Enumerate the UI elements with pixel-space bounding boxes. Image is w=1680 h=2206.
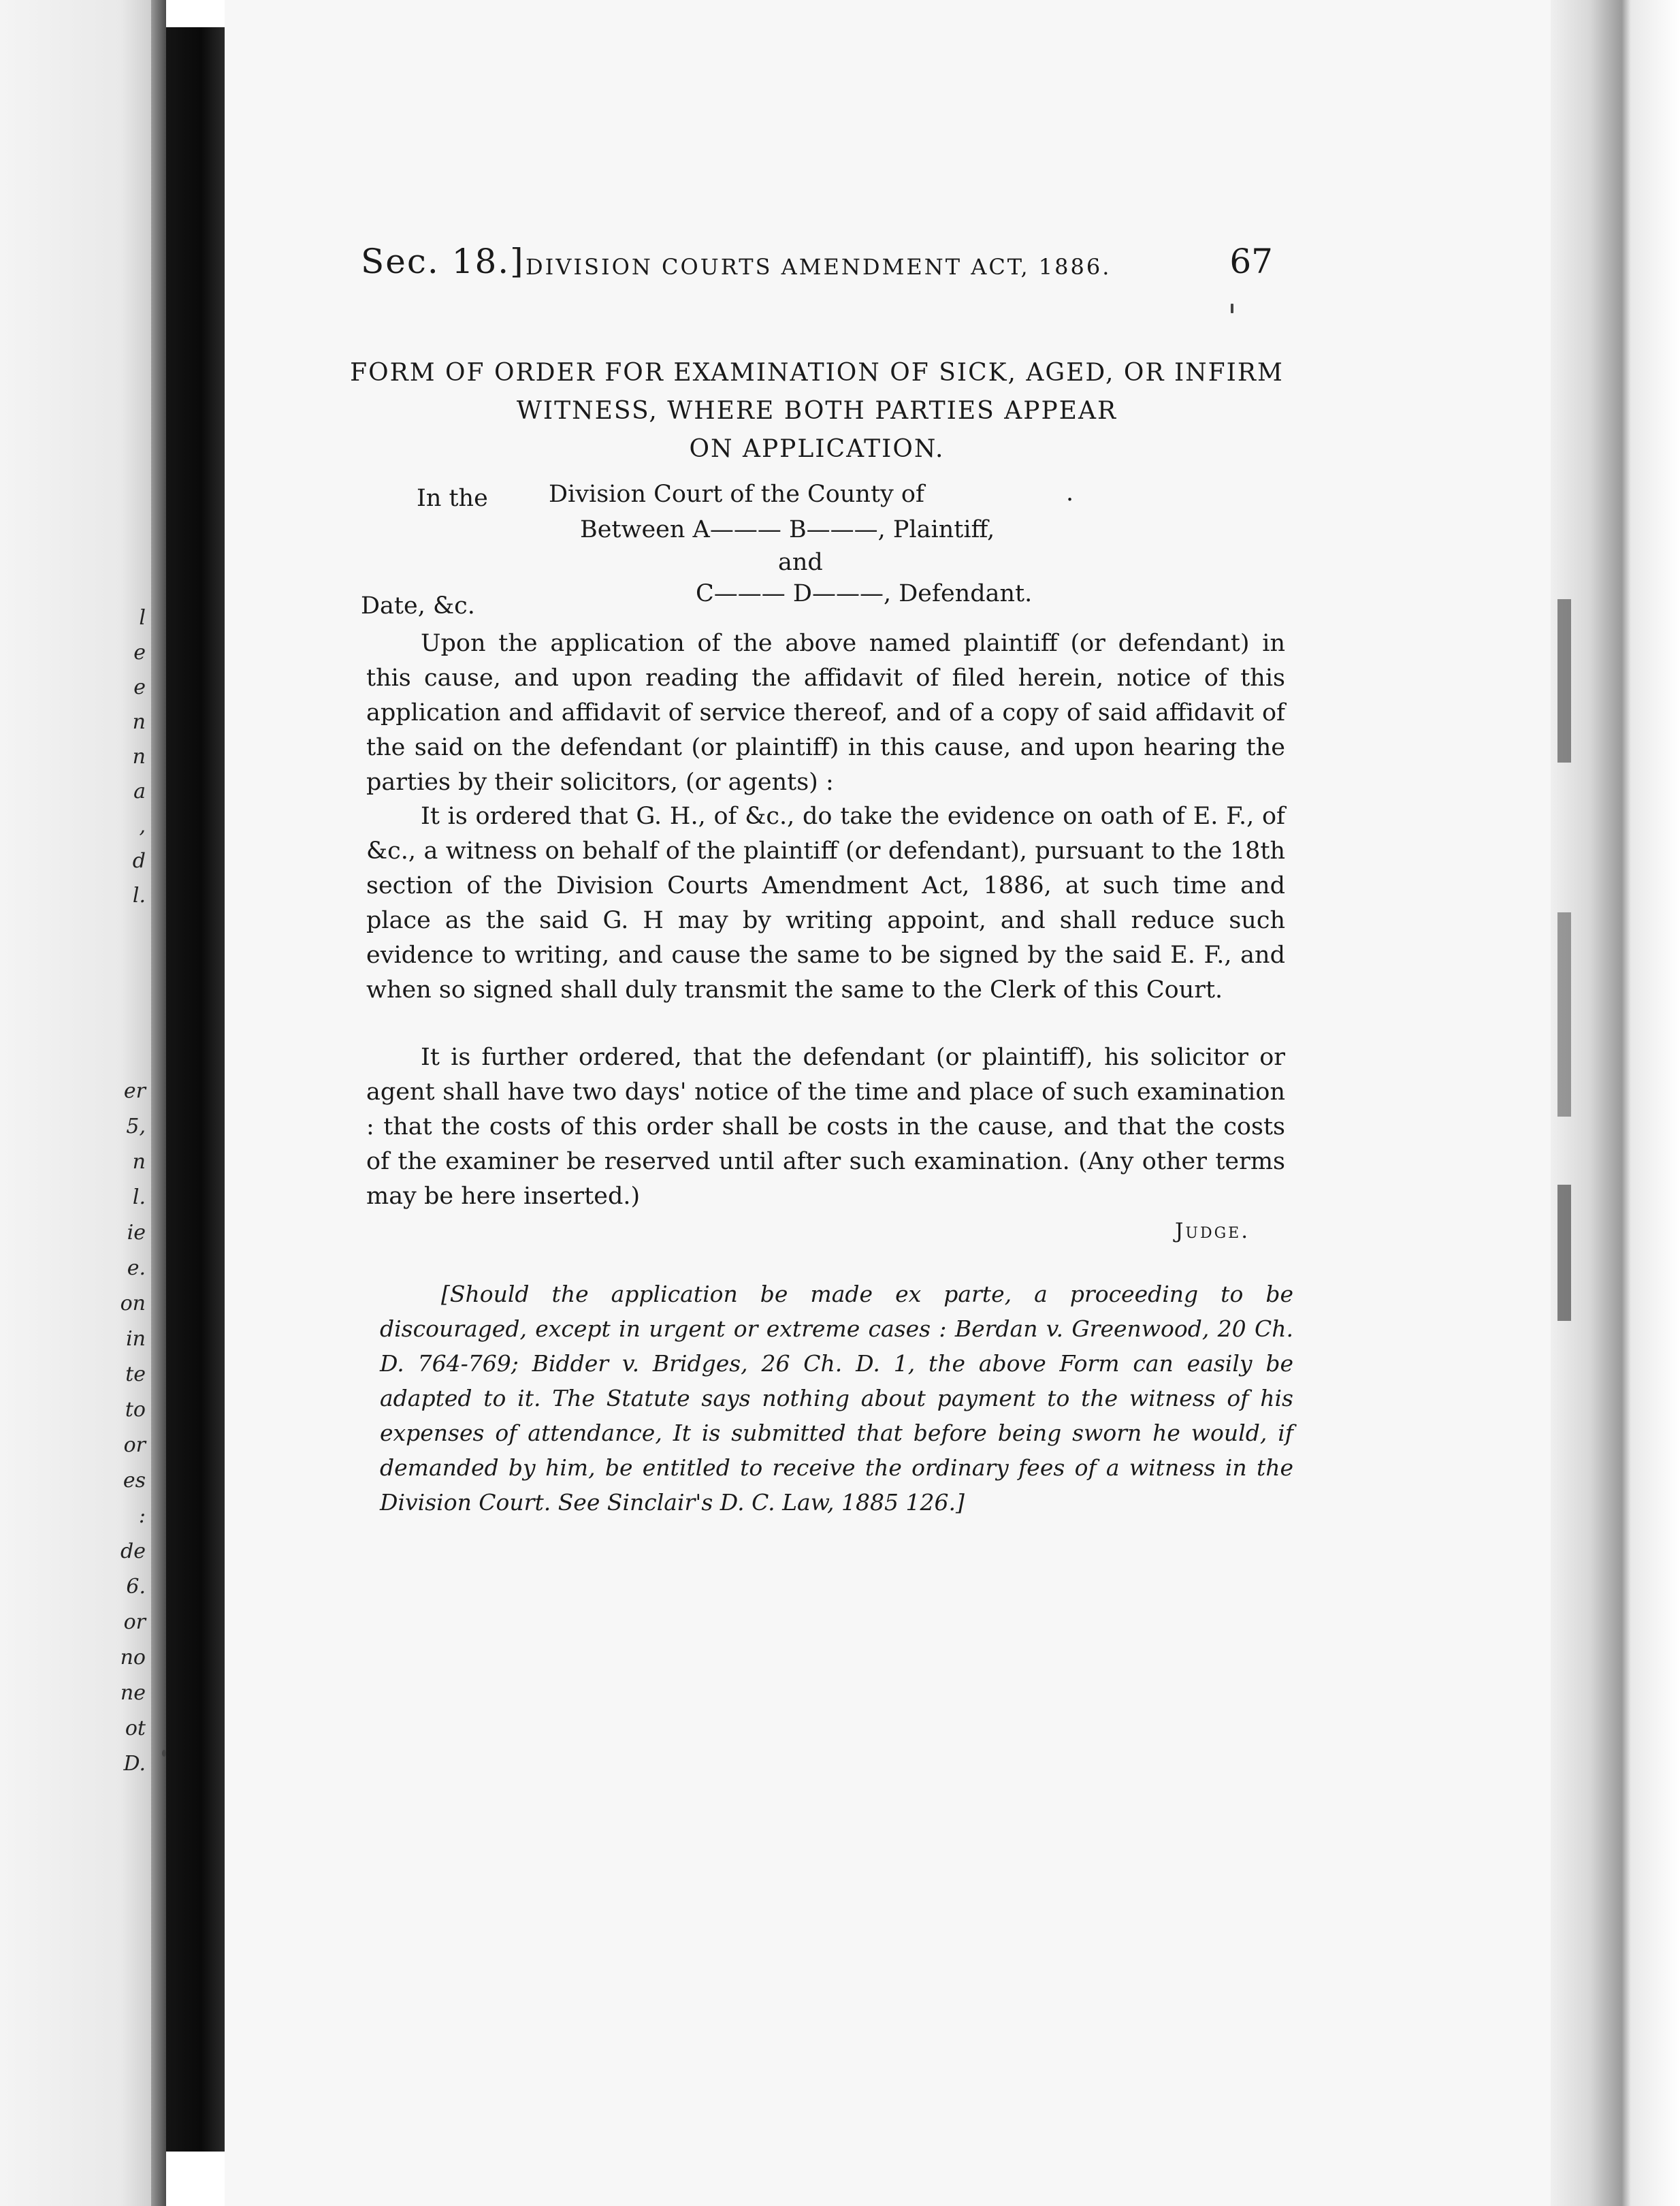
facing-page-fragment: no <box>120 1646 146 1669</box>
facing-page-fragment: er <box>123 1079 146 1103</box>
page-number: 67 <box>1229 242 1273 281</box>
section-reference: Sec. 18.] <box>361 242 525 281</box>
facing-page-fragment: te <box>125 1362 146 1386</box>
facing-page-fragment: e <box>133 675 146 699</box>
facing-page-fragment: ot <box>125 1716 146 1740</box>
facing-page-fragment: l. <box>132 1185 146 1209</box>
facing-page-fragment: n <box>132 710 146 734</box>
facing-page-fragment: n <box>132 1150 146 1174</box>
facing-page-fragment: or <box>123 1433 146 1457</box>
caption-parties-plaintiff: Between A——— B———, Plaintiff, <box>580 516 995 543</box>
facing-page-fragment: a <box>133 780 146 803</box>
facing-page-fragment: n <box>132 745 146 769</box>
facing-page-fragment: D. <box>123 1752 146 1776</box>
caption-in-the: In the <box>417 485 488 512</box>
facing-page-fragment: 6. <box>126 1575 146 1599</box>
note-text: [Should the application be made ex parte, a proceeding to be discouraged, except in urgent or extreme cases : Berdan v. Greenwood, 20 Ch. D. 764-769; Bidder v. Bridges, 26 Ch. D. 1, the above Form can easily be adapted to it. The Statute says nothing about payment to the witness of his expenses of attendance, It is submitted that before being sworn he would, if demanded by him, be entitled to receive the ordinary fees of a witness in the Division Court. See Sinclair's D. C. Law, 1885 126.] <box>380 1281 1293 1516</box>
order-paragraph-3 <box>366 1040 1285 1214</box>
facing-page-fragment: , <box>139 814 146 838</box>
edge-shadow-mark <box>1557 912 1571 1117</box>
scan-mark <box>162 1750 166 1757</box>
scan-mark <box>1231 304 1233 313</box>
form-title-line: ON APPLICATION. <box>689 435 945 463</box>
running-title: DIVISION COURTS AMENDMENT ACT, 1886. <box>526 254 1112 280</box>
facing-page-fragment: l. <box>132 884 146 908</box>
form-title <box>340 354 1293 468</box>
form-title-line: WITNESS, WHERE BOTH PARTIES APPEAR <box>516 397 1118 425</box>
caption-date: Date, &c. <box>361 592 475 620</box>
facing-page-fragment: on <box>120 1292 146 1315</box>
facing-page-fragment: 5, <box>126 1115 146 1138</box>
order-paragraph-2 <box>366 799 1285 1008</box>
caption-court: Division Court of the County of <box>549 481 924 508</box>
caption-parties-defendant: C——— D———, Defendant. <box>696 580 1033 607</box>
facing-page-fragment: to <box>125 1398 146 1422</box>
running-head <box>361 242 1273 296</box>
caption-period: . <box>1066 479 1074 507</box>
facing-page-fragment: de <box>120 1539 146 1563</box>
facing-page-fragment: d <box>132 849 146 873</box>
facing-page-fragment: e. <box>127 1256 146 1280</box>
facing-page-edge <box>0 0 151 2206</box>
facing-page-fragment: : <box>138 1504 146 1528</box>
book-spine <box>166 27 225 2152</box>
edge-shadow-mark <box>1557 1185 1571 1321</box>
facing-page-fragment: l <box>139 606 146 630</box>
paragraph-text: It is further ordered, that the defendant (or plaintiff), his solicitor or agent shall have two days' notice of the time and place of such examination : that the costs of this order shall be costs in the cause, and that the costs of the examiner be reserved until after such examination. (Any other terms may be here inserted.) <box>366 1044 1285 1210</box>
facing-page-fragment: es <box>123 1469 146 1492</box>
judge-signature-line: Judge. <box>1175 1219 1250 1243</box>
facing-page-fragment: or <box>123 1610 146 1634</box>
facing-page-fragment: ne <box>120 1681 146 1705</box>
facing-page-fragment: e <box>133 641 146 665</box>
caption-and: and <box>778 549 823 576</box>
facing-page-fragment: ie <box>127 1221 146 1245</box>
form-title-line: FORM OF ORDER FOR EXAMINATION OF SICK, AGED, OR INFIRM <box>350 359 1284 387</box>
paragraph-text: It is ordered that G. H., of &c., do take the evidence on oath of E. F., of &c., a witness on behalf of the plaintiff (or defendant), pursuant to the 18th section of the Division Courts Amendment Act, 1886, at such time and place as the said G. H may by writing appoint, and shall reduce such evidence to writing, and cause the same to be signed by the said E. F., and when so signed shall duly transmit the same to the Clerk of this Court. <box>366 803 1285 1004</box>
gutter-shadow <box>151 0 166 2206</box>
paragraph-text: Upon the application of the above named plaintiff (or defendant) in this cause, and upon reading the affidavit of filed herein, notice of this application and affidavit of service thereof, and of a copy of said affidavit of the said on the defendant (or plaintiff) in this cause, and upon hearing the parties by their solicitors, (or agents) : <box>366 630 1285 796</box>
editorial-note <box>380 1277 1293 1520</box>
edge-shadow-mark <box>1557 599 1571 763</box>
facing-page-fragment: in <box>126 1327 146 1351</box>
order-paragraph-1 <box>366 626 1285 800</box>
